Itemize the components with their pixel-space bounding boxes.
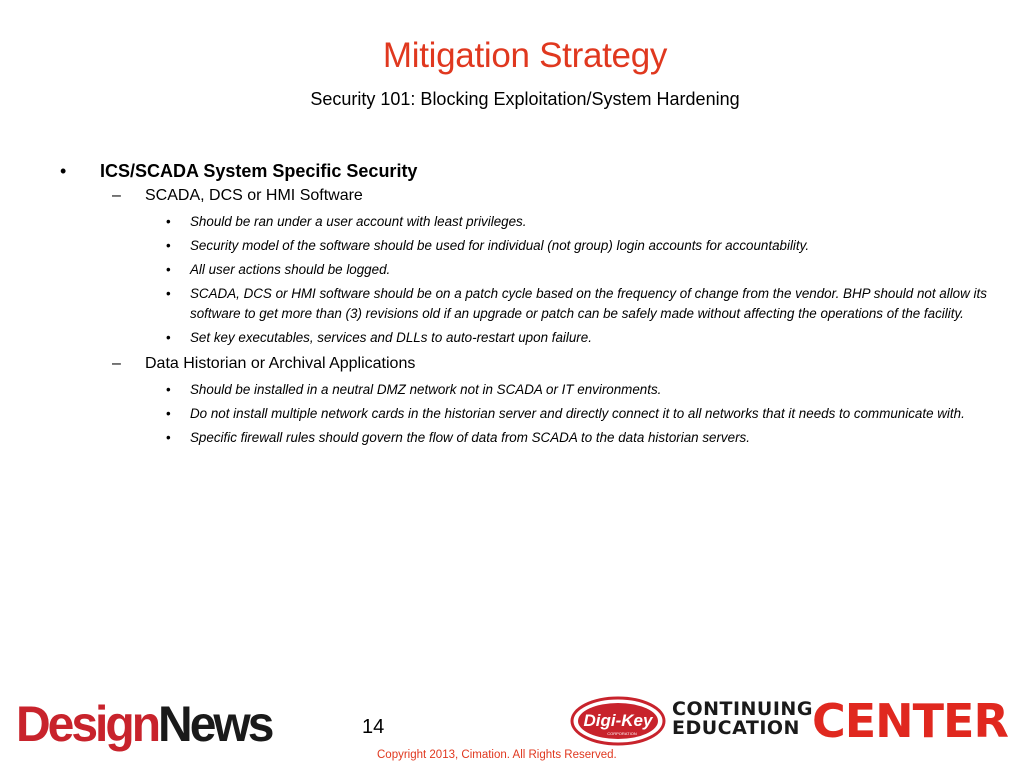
cec-line1: CONTINUING	[672, 698, 813, 720]
page-number: 14	[362, 716, 385, 738]
bullet-marker: •	[60, 161, 67, 181]
heading-bullet	[60, 158, 990, 184]
design-news-logo: DesignNews	[16, 696, 272, 753]
cec-line2: EDUCATION	[672, 717, 800, 739]
bullet-marker: •	[166, 286, 171, 301]
section-heading	[60, 184, 990, 208]
list-item-text: Security model of the software should be used for individual (not group) login accounts for accountability.	[190, 238, 810, 253]
list-item	[60, 212, 990, 232]
list-item	[60, 428, 990, 448]
slide-body	[60, 158, 990, 452]
list-item	[60, 260, 990, 280]
list-item	[60, 404, 990, 424]
digikey-logo	[570, 695, 666, 752]
copyright-text: Copyright 2013, Cimation. All Rights Reserved.	[377, 749, 617, 761]
bullet-marker: •	[166, 382, 171, 397]
list-item	[60, 284, 990, 324]
bullet-marker: •	[166, 238, 171, 253]
dash-marker: –	[112, 187, 121, 204]
list-item	[60, 380, 990, 400]
list-item-text: All user actions should be logged.	[190, 262, 391, 277]
section-heading	[60, 352, 990, 376]
continuing-education-logo	[672, 700, 813, 738]
digikey-text: Digi-Key	[583, 711, 653, 730]
list-item-text: Do not install multiple network cards in the historian server and directly connect it to all networks that it needs to communicate with.	[190, 406, 965, 421]
heading-text: ICS/SCADA System Specific Security	[100, 161, 418, 181]
list-item-text: Set key executables, services and DLLs to auto-restart upon failure.	[190, 330, 592, 345]
list-item-text: Should be ran under a user account with least privileges.	[190, 214, 527, 229]
list-item	[60, 236, 990, 256]
bullet-marker: •	[166, 330, 171, 345]
list-item-text: Specific firewall rules should govern the flow of data from SCADA to the data historian servers.	[190, 430, 750, 445]
dash-marker: –	[112, 355, 121, 372]
section-title: SCADA, DCS or HMI Software	[145, 187, 363, 204]
list-item-text: SCADA, DCS or HMI software should be on a patch cycle based on the frequency of change from the vendor. BHP should not allow its software to get more than (3) revisions old if an upgrade or patch can be safely made without affecting the operations of the facility.	[190, 286, 987, 321]
slide-subtitle: Security 101: Blocking Exploitation/System Hardening	[310, 89, 740, 109]
bullet-marker: •	[166, 406, 171, 421]
slide-title: Mitigation Strategy	[382, 36, 668, 75]
bullet-marker: •	[166, 430, 171, 445]
bullet-marker: •	[166, 214, 171, 229]
bullet-marker: •	[166, 262, 171, 277]
list-item	[60, 328, 990, 348]
list-item-text: Should be installed in a neutral DMZ network not in SCADA or IT environments.	[190, 382, 662, 397]
cec-center-word: CENTER	[812, 694, 1008, 748]
digikey-sub: CORPORATION	[607, 731, 637, 736]
section-title: Data Historian or Archival Applications	[145, 355, 416, 372]
